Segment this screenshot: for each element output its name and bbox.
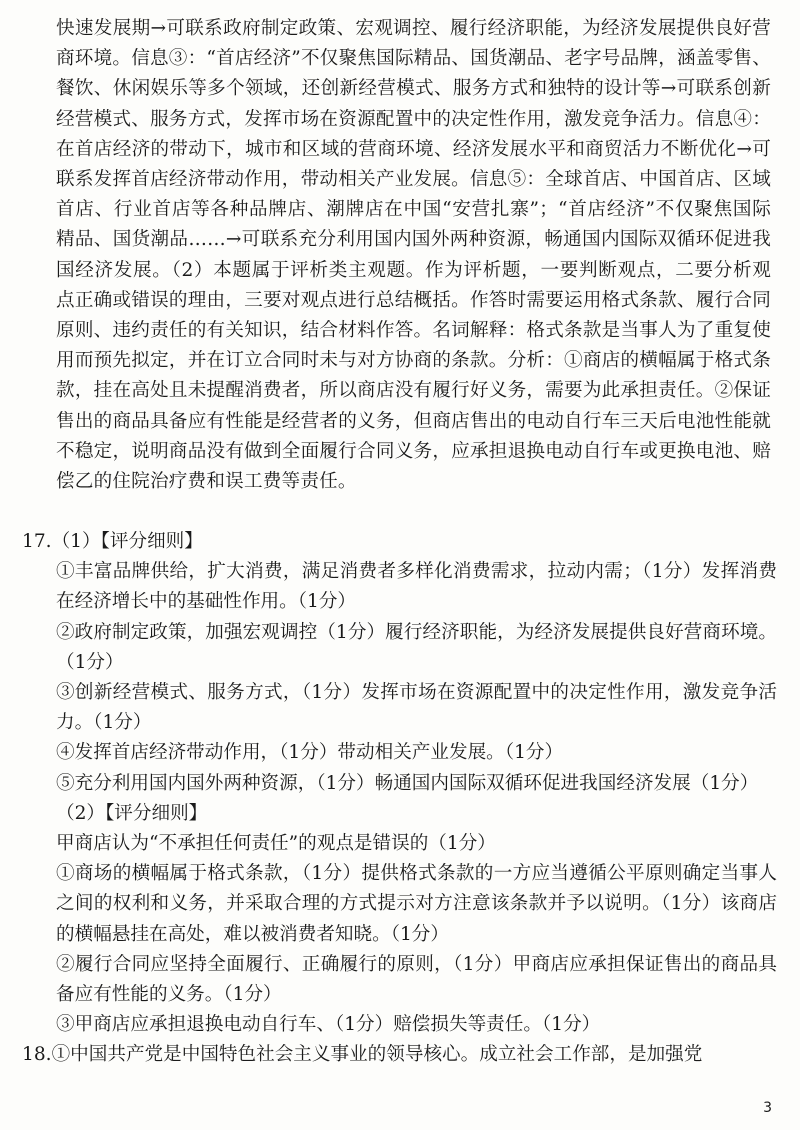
q17-part1-item-3: ③创新经营模式、服务方式，（1分）发挥市场在资源配置中的决定性作用，激发竞争活力。（1分） (56, 682, 777, 734)
q17-part2-item-1: 甲商店认为“不承担任何责任”的观点是错误的（1分） (56, 833, 496, 855)
question-17-block (22, 527, 777, 1071)
q18-heading: 18.①中国共产党是中国特色社会主义事业的领导核心。成立社会工作部，是加强党 (22, 1044, 703, 1066)
q17-part1-item-1: ①丰富品牌供给，扩大消费，满足消费者多样化消费需求，拉动内需；（1分）发挥消费在经济增长中的基础性作用。（1分） (56, 561, 777, 613)
q17-part1-item-5: ⑤充分利用国内国外两种资源，（1分）畅通国内国际双循环促进我国经济发展（1分） (56, 772, 759, 794)
page-number: 3 (763, 1100, 772, 1116)
q17-heading: 17.（1）【评分细则】 (22, 531, 203, 552)
q17-part1-item-4: ④发挥首店经济带动作用，（1分）带动相关产业发展。（1分） (56, 742, 564, 764)
q17-part2-item-4: ③甲商店应承担退换电动自行车、（1分）赔偿损失等责任。（1分） (56, 1014, 601, 1036)
q17-part2-heading: （2）【评分细则】 (56, 802, 208, 824)
q17-part2-item-3: ②履行合同应坚持全面履行、正确履行的原则，（1分）甲商店应承担保证售出的商品具备应有性能的义务。（1分） (56, 953, 777, 1006)
q17-part2-item-2: ①商场的横幅属于格式条款，（1分）提供格式条款的一方应当遵循公平原则确定当事人之间的权利和义务，并采取合理的方式提示对方注意该条款并予以说明。（1分）该商店的横幅悬挂在高处，难以被消费者知晓。（1分） (56, 863, 777, 945)
q17-part1-item-2: ②政府制定政策，加强宏观调控（1分）履行经济职能，为经济发展提供良好营商环境。（1分） (56, 621, 777, 673)
analysis-paragraph: 快速发展期→可联系政府制定政策、宏观调控、履行经济职能，为经济发展提供良好营商环境。信息③：“首店经济”不仅聚焦国际精品、国货潮品、老字号品牌，涵盖零售、餐饮、休闲娱乐等多个领域，还创新经营模式、服务方式和独特的设计等→可联系创新经营模式、服务方式，发挥市场在资源配置中的决定性作用，激发竞争活力。信息④：在首店经济的带动下，城市和区域的营商环境、经济发展水平和商贸活力不断优化→可联系发挥首店经济带动作用，带动相关产业发展。信息⑤：全球首店、中国首店、区域首店、行业首店等各种品牌店、潮牌店在中国“安营扎寨”；“首店经济”不仅聚焦国际精品、国货潮品……→可联系充分利用国内国外两种资源，畅通国内国际双循环促进我国经济发展。（2）本题属于评析类主观题。作为评析题，一要判断观点，二要分析观点正确或错误的理由，三要对观点进行总结概括。作答时需要运用格式条款、履行合同原则、违约责任的有关知识，结合材料作答。名词解释：格式条款是当事人为了重复使用而预先拟定，并在订立合同时未与对方协商的条款。分析：①商店的横幅属于格式条款，挂在高处且未提醒消费者，所以商店没有履行好义务，需要为此承担责任。②保证售出的商品具备应有性能是经营者的义务，但商店售出的电动自行车三天后电池性能就不稳定，说明商品没有做到全面履行合同义务，应承担退换电动自行车或更换电池、赔偿乙的住院治疗费和误工费等责任。 (56, 18, 771, 493)
